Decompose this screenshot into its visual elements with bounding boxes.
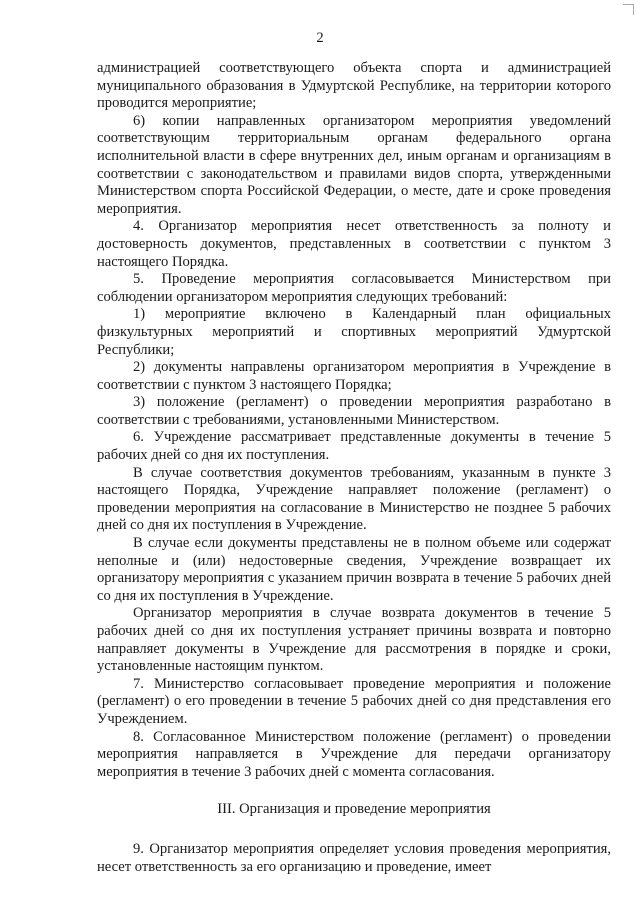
- paragraph-clause-6-compliance: В случае соответствия документов требованиям, указанным в пункте 3 настоящего Порядка, Учреждение направляет положение (регламент) о проведении мероприятия на согласование в Министерство не позднее 5 рабочих дней со дня их поступления в Учреждение.: [97, 464, 611, 534]
- page-corner-mark: [623, 4, 634, 15]
- paragraph-req-3: 3) положение (регламент) о проведении мероприятия разработано в соответствии с требованиями, установленными Министерством.: [97, 394, 611, 428]
- paragraph-continuation: администрацией соответствующего объекта спорта и администрацией муниципального образования в Удмуртской Республике, на территории которого проводится мероприятие;: [97, 60, 611, 112]
- paragraph-clause-9: 9. Организатор мероприятия определяет условия проведения мероприятия, несет ответственность за его организацию и проведение, имеет: [97, 840, 611, 875]
- paragraph-req-1: 1) мероприятие включено в Календарный план официальных физкультурных мероприятий и спортивных мероприятий Удмуртской Республики;: [97, 306, 611, 358]
- paragraph-item-6: 6) копии направленных организатором мероприятия уведомлений соответствующим территориальным органам федерального органа исполнительной власти в сфере внутренних дел, иным органам и организациям в соответствии с законодательством и правилами видов спорта, утвержденными Министерством спорта Российской Федерации, о месте, дате и сроке проведения мероприятия.: [97, 112, 611, 217]
- paragraph-clause-7: 7. Министерство согласовывает проведение мероприятия и положение (регламент) о его проведении в течение 5 рабочих дней со дня представления его Учреждением.: [97, 675, 611, 727]
- section-heading: III. Организация и проведение мероприятия: [217, 801, 491, 818]
- paragraph-clause-6-resubmit: Организатор мероприятия в случае возврата документов в течение 5 рабочих дней со дня их поступления устраняет причины возврата и повторно направляет документы в Учреждение для рассмотрения в порядке и сроки, установленные настоящим пунктом.: [97, 605, 611, 675]
- document-body: [97, 60, 611, 876]
- paragraph-clause-6: 6. Учреждение рассматривает представленные документы в течение 5 рабочих дней со дня их поступления.: [97, 429, 611, 464]
- paragraph-clause-6-return: В случае если документы представлены не в полном объеме или содержат неполные и (или) недостоверные сведения, Учреждение возвращает их организатору мероприятия с указанием причин возврата в течение 5 рабочих дней со дня их поступления в Учреждение.: [97, 535, 611, 604]
- page-number: 2: [316, 30, 324, 46]
- paragraph-clause-8: 8. Согласованное Министерством положение (регламент) о проведении мероприятия направляется в Учреждение для передачи организатору мероприятия в течение 3 рабочих дней с момента согласования.: [97, 728, 611, 780]
- paragraph-clause-5: 5. Проведение мероприятия согласовывается Министерством при соблюдении организатором мероприятия следующих требований:: [97, 271, 611, 305]
- paragraph-req-2: 2) документы направлены организатором мероприятия в Учреждение в соответствии с пунктом 3 настоящего Порядка;: [97, 359, 611, 393]
- paragraph-clause-4: 4. Организатор мероприятия несет ответственность за полноту и достоверность документов, представленных в соответствии с пунктом 3 настоящего Порядка.: [97, 218, 611, 270]
